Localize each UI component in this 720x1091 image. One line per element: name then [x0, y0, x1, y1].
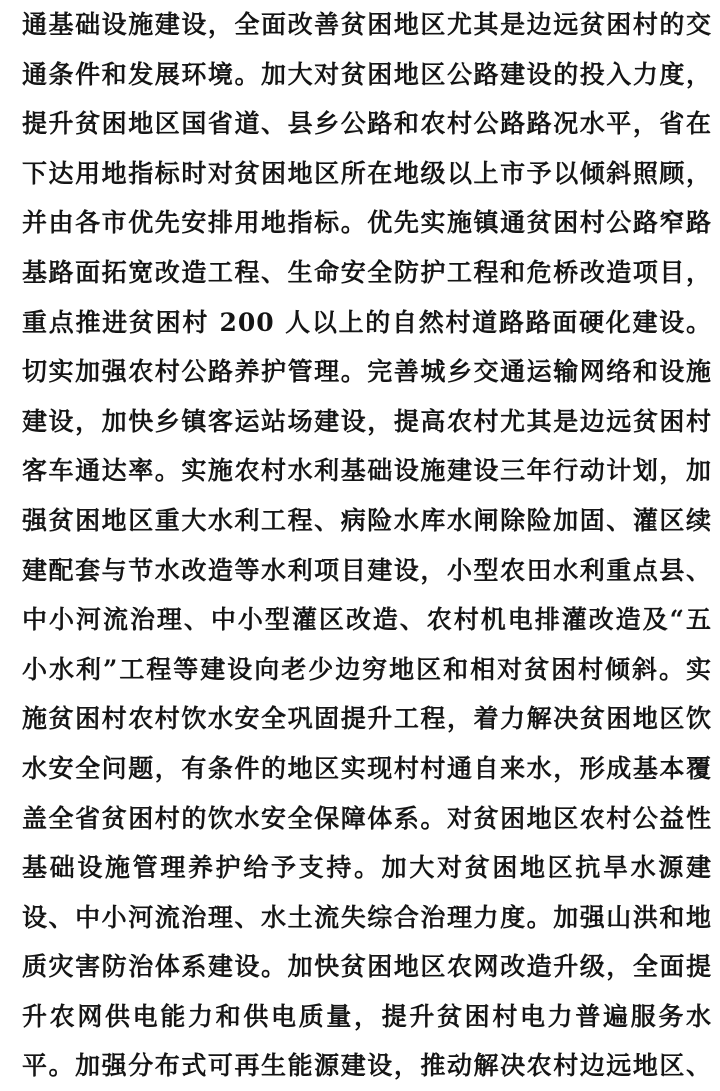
- text-line: 切实加强农村公路养护管理。完善城乡交通运输网络和设施: [22, 357, 712, 387]
- text-line: 施贫困村农村饮水安全巩固提升工程，着力解决贫困地区饮: [22, 704, 712, 734]
- text-line: 通条件和发展环境。加大对贫困地区公路建设的投入力度，: [22, 59, 712, 89]
- body-text: [22, 0, 712, 1091]
- text-line: 中小河流治理、中小型灌区改造、农村机电排灌改造及“五: [22, 605, 712, 635]
- text-line: 水安全问题，有条件的地区实现村村通自来水，形成基本覆: [22, 753, 712, 783]
- text-line: 强贫困地区重大水利工程、病险水库水闸除险加固、灌区续: [22, 505, 712, 535]
- text-line: 基础设施管理养护给予支持。加大对贫困地区抗旱水源建: [22, 853, 712, 883]
- text-line: 建配套与节水改造等水利项目建设，小型农田水利重点县、: [22, 555, 712, 585]
- text-line: 平。加强分布式可再生能源建设，推动解决农村边远地区、: [22, 1051, 712, 1081]
- text-line: 基路面拓宽改造工程、生命安全防护工程和危桥改造项目，: [22, 257, 712, 287]
- text-line: 通基础设施建设，全面改善贫困地区尤其是边远贫困村的交: [22, 10, 712, 39]
- text-line: 小水利”工程等建设向老少边穷地区和相对贫困村倾斜。实: [22, 654, 712, 684]
- text-line: 质灾害防治体系建设。加快贫困地区农网改造升级，全面提: [22, 952, 712, 982]
- text-line: 重点推进贫困村 200 人以上的自然村道路路面硬化建设。: [22, 307, 712, 337]
- text-line: 建设，加快乡镇客运站场建设，提高农村尤其是边远贫困村: [22, 406, 712, 436]
- text-line: 下达用地指标时对贫困地区所在地级以上市予以倾斜照顾，: [22, 158, 712, 188]
- text-line: 提升贫困地区国省道、县乡公路和农村公路路况水平，省在: [22, 109, 712, 139]
- text-line: 客车通达率。实施农村水利基础设施建设三年行动计划，加: [22, 456, 712, 486]
- text-line: 盖全省贫困村的饮水安全保障体系。对贫困地区农村公益性: [22, 803, 712, 833]
- text-line: 设、中小河流治理、水土流失综合治理力度。加强山洪和地: [22, 902, 712, 932]
- text-line: 并由各市优先安排用地指标。优先实施镇通贫困村公路窄路: [22, 208, 712, 238]
- text-line: 升农网供电能力和供电质量，提升贫困村电力普遍服务水: [22, 1001, 712, 1031]
